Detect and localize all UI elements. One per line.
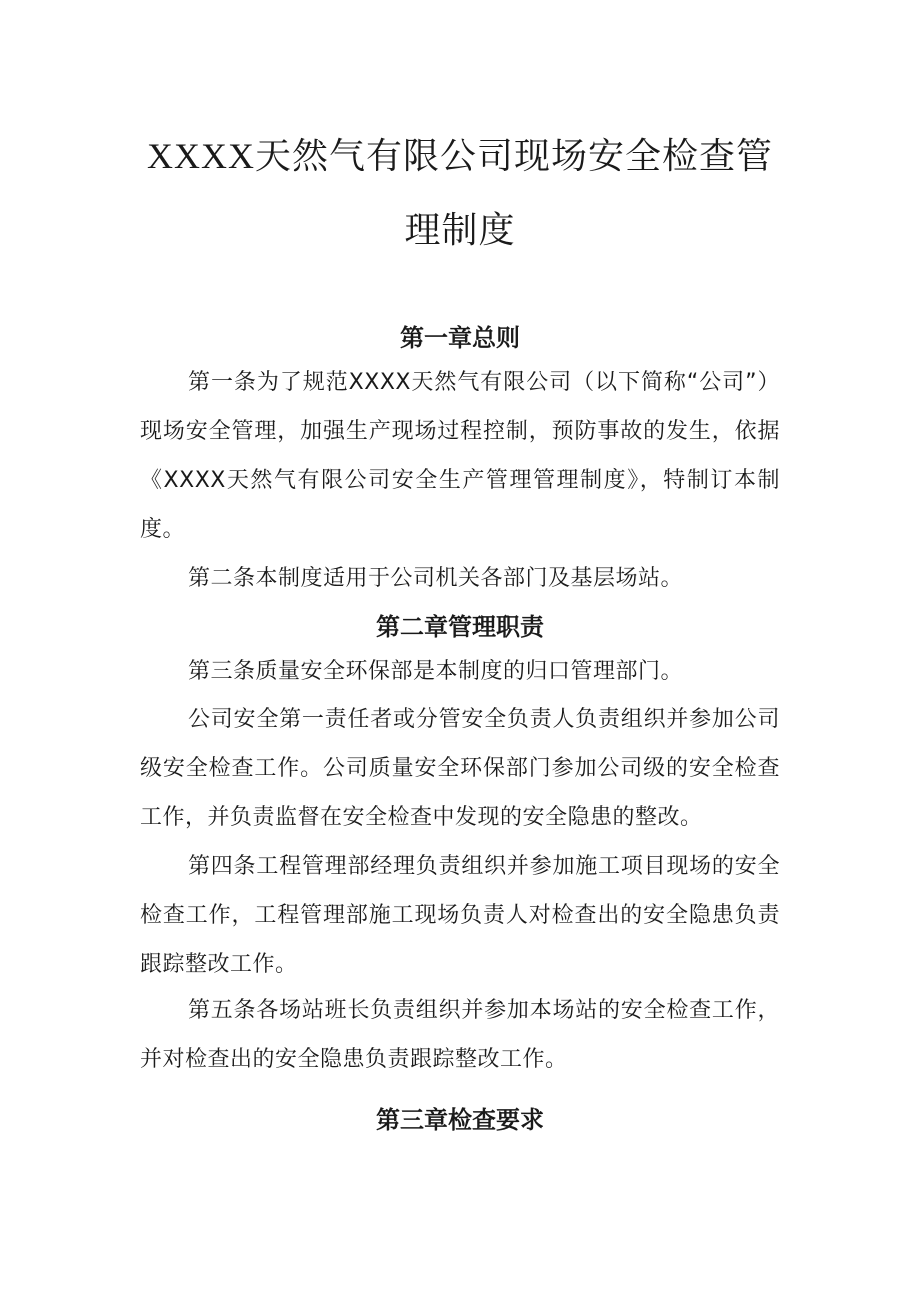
chapter-heading: 第一章总则 xyxy=(400,324,520,352)
chapter-heading: 第三章检查要求 xyxy=(376,1106,544,1134)
document-title-line-1: XXXX天然气有限公司现场安全检查管 xyxy=(147,136,773,176)
article-paragraph: 第三条质量安全环保部是本制度的归口管理部门。 xyxy=(188,659,684,684)
article-paragraph: 第五条各场站班长负责组织并参加本场站的安全检查工作，并对检查出的安全隐患负责跟踪整改工作。 xyxy=(140,998,780,1072)
chapter-heading: 第二章管理职责 xyxy=(376,613,544,641)
article-paragraph: 公司安全第一责任者或分管安全负责人负责组织并参加公司级安全检查工作。公司质量安全环保部门参加公司级的安全检查工作，并负责监督在安全检查中发现的安全隐患的整改。 xyxy=(140,707,780,830)
document-title-line-2: 理制度 xyxy=(404,210,516,250)
article-paragraph: 第一条为了规范XXXX天然气有限公司（以下简称“公司”）现场安全管理，加强生产现场过程控制，预防事故的发生，依据《XXXX天然气有限公司安全生产管理管理制度》，特制订本制度。 xyxy=(140,370,780,542)
article-paragraph: 第二条本制度适用于公司机关各部门及基层场站。 xyxy=(188,566,684,591)
article-paragraph: 第四条工程管理部经理负责组织并参加施工项目现场的安全检查工作，工程管理部施工现场负责人对检查出的安全隐患负责跟踪整改工作。 xyxy=(140,854,780,977)
